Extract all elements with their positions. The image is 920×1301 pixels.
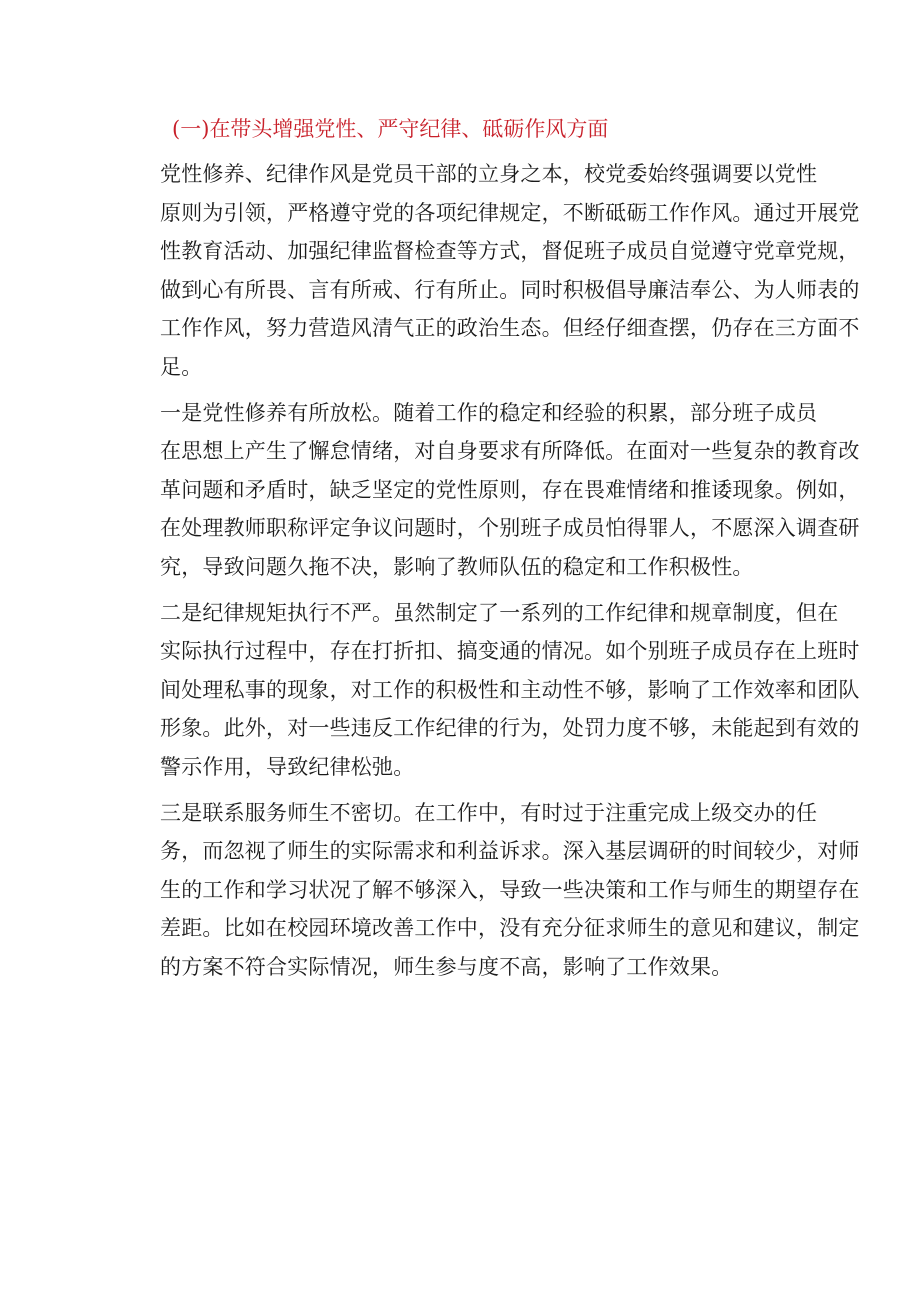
paragraph-line: 实际执行过程中，存在打折扣、搞变通的情况。如个别班子成员存在上班时 xyxy=(160,639,860,664)
paragraph-party-cultivation xyxy=(160,394,860,587)
paragraph-line: 在思想上产生了懈怠情绪，对自身要求有所降低。在面对一些复杂的教育改 xyxy=(160,439,860,464)
paragraph-line: 二是纪律规矩执行不严。虽然制定了一系列的工作纪律和规章制度，但在 xyxy=(160,600,839,625)
paragraph-line: 性教育活动、加强纪律监督检查等方式，督促班子成员自觉遵守党章党规， xyxy=(160,239,860,264)
paragraph-party-conduct-overview xyxy=(160,155,860,387)
paragraph-line: 做到心有所畏、言有所戒、行有所止。同时积极倡导廉洁奉公、为人师表的 xyxy=(160,277,860,302)
paragraph-line: 足。 xyxy=(160,354,203,379)
paragraph-line: 的方案不符合实际情况，师生参与度不高，影响了工作效果。 xyxy=(160,954,733,979)
paragraph-line: 原则为引领，严格遵守党的各项纪律规定，不断砥砺工作作风。通过开展党 xyxy=(160,200,860,225)
paragraph-line: 形象。此外，对一些违反工作纪律的行为，处罚力度不够，未能起到有效的 xyxy=(160,716,860,741)
document-body xyxy=(160,115,860,993)
section-heading: (一)在带头增强党性、严守纪律、砥砺作风方面 xyxy=(172,117,609,141)
paragraph-line: 工作作风，努力营造风清气正的政治生态。但经仔细查摆，仍存在三方面不 xyxy=(160,316,860,341)
paragraph-line: 革问题和矛盾时，缺乏坚定的党性原则，存在畏难情绪和推诿现象。例如， xyxy=(160,477,860,502)
paragraph-line: 生的工作和学习状况了解不够深入，导致一些决策和工作与师生的期望存在 xyxy=(160,877,860,902)
paragraph-line: 究，导致问题久拖不决，影响了教师队伍的稳定和工作积极性。 xyxy=(160,554,754,579)
paragraph-line: 三是联系服务师生不密切。在工作中，有时过于注重完成上级交办的任 xyxy=(160,800,818,825)
paragraph-line: 务，而忽视了师生的实际需求和利益诉求。深入基层调研的时间较少，对师 xyxy=(160,839,860,864)
paragraph-line: 一是党性修养有所放松。随着工作的稳定和经验的积累，部分班子成员 xyxy=(160,400,818,425)
paragraph-line: 党性修养、纪律作风是党员干部的立身之本，校党委始终强调要以党性 xyxy=(160,162,818,186)
paragraph-line: 差距。比如在校园环境改善工作中，没有充分征求师生的意见和建议，制定 xyxy=(160,916,860,941)
paragraph-line: 警示作用，导致纪律松弛。 xyxy=(160,754,415,779)
paragraph-serving-teachers-students xyxy=(160,794,860,987)
paragraph-line: 在处理教师职称评定争议问题时，个别班子成员怕得罪人，不愿深入调查研 xyxy=(160,516,860,541)
paragraph-discipline-enforcement xyxy=(160,594,860,787)
paragraph-line: 间处理私事的现象，对工作的积极性和主动性不够，影响了工作效率和团队 xyxy=(160,677,860,702)
